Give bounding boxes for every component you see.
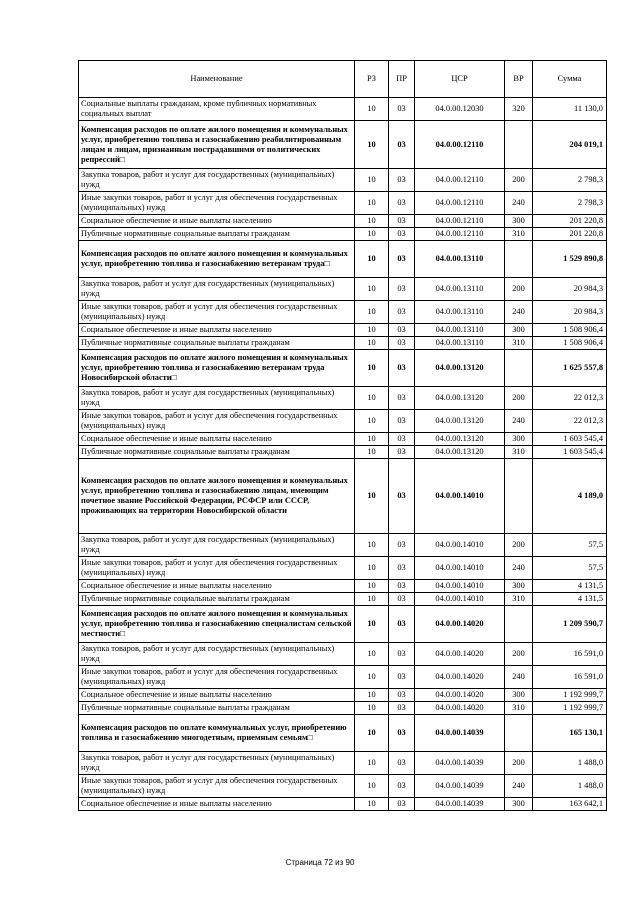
cell-vr: 200 [505, 169, 533, 192]
cell-pr: 03 [389, 606, 415, 643]
cell-pr: 03 [389, 752, 415, 775]
cell-pr: 03 [389, 410, 415, 433]
cell-rz: 10 [355, 666, 389, 689]
table-row [79, 301, 607, 324]
cell-rz: 10 [355, 387, 389, 410]
table-row [79, 557, 607, 580]
table-row [79, 169, 607, 192]
table-row [79, 98, 607, 121]
cell-name: Компенсация расходов по оплате жилого помещения и коммунальных услуг, приобретению топлива и газоснабжению реабилитированным лицам и лицам, признанным пострадавшими от политических репрессий□ [79, 121, 355, 169]
table-row [79, 278, 607, 301]
cell-rz: 10 [355, 228, 389, 241]
cell-name: Иные закупки товаров, работ и услуг для обеспечения государственных (муниципальных) нужд [79, 410, 355, 433]
cell-csr: 04.0.00.14020 [415, 666, 505, 689]
cell-rz: 10 [355, 350, 389, 387]
table-row [79, 215, 607, 228]
cell-sum: 1 603 545,4 [533, 446, 607, 459]
cell-pr: 03 [389, 215, 415, 228]
cell-csr: 04.0.00.12110 [415, 169, 505, 192]
cell-pr: 03 [389, 121, 415, 169]
cell-rz: 10 [355, 169, 389, 192]
table-row [79, 228, 607, 241]
cell-csr: 04.0.00.14039 [415, 752, 505, 775]
cell-csr: 04.0.00.13120 [415, 446, 505, 459]
cell-rz: 10 [355, 702, 389, 715]
cell-name: Социальное обеспечение и иные выплаты населению [79, 580, 355, 593]
cell-csr: 04.0.00.13120 [415, 350, 505, 387]
cell-csr: 04.0.00.13110 [415, 301, 505, 324]
cell-name: Социальное обеспечение и иные выплаты населению [79, 689, 355, 702]
header-rz: РЗ [355, 61, 389, 98]
cell-rz: 10 [355, 278, 389, 301]
cell-rz: 10 [355, 215, 389, 228]
cell-csr: 04.0.00.12030 [415, 98, 505, 121]
cell-name: Закупка товаров, работ и услуг для государственных (муниципальных) нужд [79, 278, 355, 301]
cell-pr: 03 [389, 643, 415, 666]
cell-csr: 04.0.00.14010 [415, 534, 505, 557]
cell-vr: 200 [505, 752, 533, 775]
cell-name: Компенсация расходов по оплате жилого помещения и коммунальных услуг, приобретению топлива и газоснабжению ветеранам труда Новосибирской области□ [79, 350, 355, 387]
table-row [79, 121, 607, 169]
cell-sum: 1 625 557,8 [533, 350, 607, 387]
cell-pr: 03 [389, 433, 415, 446]
cell-csr: 04.0.00.13110 [415, 324, 505, 337]
table-row [79, 580, 607, 593]
table-row [79, 459, 607, 534]
cell-sum: 4 131,5 [533, 580, 607, 593]
cell-pr: 03 [389, 241, 415, 278]
table-row [79, 775, 607, 798]
cell-pr: 03 [389, 715, 415, 752]
cell-csr: 04.0.00.12110 [415, 192, 505, 215]
cell-rz: 10 [355, 643, 389, 666]
cell-vr: 320 [505, 98, 533, 121]
cell-vr: 300 [505, 580, 533, 593]
cell-sum: 22 012,3 [533, 410, 607, 433]
table-body [79, 98, 607, 811]
cell-sum: 1 192 999,7 [533, 689, 607, 702]
cell-vr [505, 459, 533, 534]
cell-csr: 04.0.00.12110 [415, 228, 505, 241]
cell-csr: 04.0.00.14010 [415, 580, 505, 593]
table-row [79, 702, 607, 715]
cell-name: Публичные нормативные социальные выплаты гражданам [79, 702, 355, 715]
cell-sum: 16 591,0 [533, 666, 607, 689]
cell-pr: 03 [389, 446, 415, 459]
cell-rz: 10 [355, 580, 389, 593]
cell-sum: 1 508 906,4 [533, 324, 607, 337]
cell-pr: 03 [389, 557, 415, 580]
table-header-row [79, 61, 607, 98]
table-row [79, 666, 607, 689]
cell-sum: 57,5 [533, 557, 607, 580]
cell-rz: 10 [355, 301, 389, 324]
cell-rz: 10 [355, 534, 389, 557]
cell-csr: 04.0.00.12110 [415, 121, 505, 169]
cell-vr [505, 121, 533, 169]
cell-rz: 10 [355, 433, 389, 446]
cell-sum: 1 192 999,7 [533, 702, 607, 715]
cell-vr: 240 [505, 557, 533, 580]
cell-rz: 10 [355, 606, 389, 643]
cell-name: Иные закупки товаров, работ и услуг для обеспечения государственных (муниципальных) нужд [79, 666, 355, 689]
table-row [79, 241, 607, 278]
cell-name: Иные закупки товаров, работ и услуг для обеспечения государственных (муниципальных) нужд [79, 192, 355, 215]
cell-pr: 03 [389, 192, 415, 215]
cell-name: Закупка товаров, работ и услуг для государственных (муниципальных) нужд [79, 752, 355, 775]
cell-csr: 04.0.00.14039 [415, 715, 505, 752]
cell-vr: 300 [505, 215, 533, 228]
cell-vr: 310 [505, 228, 533, 241]
cell-rz: 10 [355, 593, 389, 606]
cell-vr: 300 [505, 324, 533, 337]
cell-vr: 240 [505, 410, 533, 433]
cell-pr: 03 [389, 775, 415, 798]
table-row [79, 350, 607, 387]
cell-vr: 300 [505, 798, 533, 811]
table-row [79, 387, 607, 410]
budget-table-sheet [78, 60, 606, 811]
cell-vr: 300 [505, 433, 533, 446]
header-csr: ЦСР [415, 61, 505, 98]
cell-sum: 163 642,1 [533, 798, 607, 811]
table-row [79, 337, 607, 350]
cell-name: Публичные нормативные социальные выплаты гражданам [79, 228, 355, 241]
cell-pr: 03 [389, 228, 415, 241]
cell-pr: 03 [389, 98, 415, 121]
cell-vr: 240 [505, 775, 533, 798]
cell-rz: 10 [355, 241, 389, 278]
cell-name: Публичные нормативные социальные выплаты гражданам [79, 337, 355, 350]
header-pr: ПР [389, 61, 415, 98]
table-row [79, 689, 607, 702]
cell-name: Иные закупки товаров, работ и услуг для обеспечения государственных (муниципальных) нужд [79, 775, 355, 798]
cell-rz: 10 [355, 337, 389, 350]
cell-pr: 03 [389, 350, 415, 387]
cell-name: Публичные нормативные социальные выплаты гражданам [79, 593, 355, 606]
cell-name: Закупка товаров, работ и услуг для государственных (муниципальных) нужд [79, 169, 355, 192]
cell-sum: 1 508 906,4 [533, 337, 607, 350]
header-vr: ВР [505, 61, 533, 98]
cell-name: Компенсация расходов по оплате коммунальных услуг, приобретению топлива и газоснабжению многодетным, приемным семьям□ [79, 715, 355, 752]
cell-vr [505, 350, 533, 387]
cell-sum: 20 984,3 [533, 301, 607, 324]
cell-vr: 200 [505, 387, 533, 410]
cell-sum: 4 189,0 [533, 459, 607, 534]
cell-sum: 20 984,3 [533, 278, 607, 301]
cell-name: Социальное обеспечение и иные выплаты населению [79, 324, 355, 337]
cell-rz: 10 [355, 557, 389, 580]
cell-sum: 201 220,8 [533, 215, 607, 228]
cell-csr: 04.0.00.13120 [415, 433, 505, 446]
cell-pr: 03 [389, 301, 415, 324]
cell-rz: 10 [355, 459, 389, 534]
cell-name: Закупка товаров, работ и услуг для государственных (муниципальных) нужд [79, 643, 355, 666]
cell-vr: 200 [505, 643, 533, 666]
cell-rz: 10 [355, 410, 389, 433]
cell-csr: 04.0.00.13120 [415, 410, 505, 433]
header-name: Наименование [79, 61, 355, 98]
cell-vr: 240 [505, 301, 533, 324]
cell-sum: 11 130,0 [533, 98, 607, 121]
cell-pr: 03 [389, 689, 415, 702]
cell-csr: 04.0.00.14039 [415, 775, 505, 798]
cell-pr: 03 [389, 534, 415, 557]
cell-rz: 10 [355, 689, 389, 702]
cell-vr [505, 241, 533, 278]
cell-name: Социальное обеспечение и иные выплаты населению [79, 215, 355, 228]
cell-pr: 03 [389, 169, 415, 192]
cell-name: Иные закупки товаров, работ и услуг для обеспечения государственных (муниципальных) нужд [79, 301, 355, 324]
cell-csr: 04.0.00.13110 [415, 337, 505, 350]
cell-name: Публичные нормативные социальные выплаты гражданам [79, 446, 355, 459]
cell-pr: 03 [389, 337, 415, 350]
cell-csr: 04.0.00.13110 [415, 241, 505, 278]
table-row [79, 534, 607, 557]
cell-pr: 03 [389, 666, 415, 689]
cell-csr: 04.0.00.14039 [415, 798, 505, 811]
cell-csr: 04.0.00.14020 [415, 606, 505, 643]
cell-name: Компенсация расходов по оплате жилого помещения и коммунальных услуг, приобретению топлива и газоснабжению лицам, имеющим почетное звание Российской Федерации, РСФСР или СССР, проживающих на территории Новосибирской области [79, 459, 355, 534]
cell-csr: 04.0.00.14020 [415, 702, 505, 715]
cell-sum: 2 798,3 [533, 192, 607, 215]
cell-sum: 1 488,0 [533, 775, 607, 798]
cell-csr: 04.0.00.14010 [415, 459, 505, 534]
cell-vr [505, 715, 533, 752]
cell-sum: 4 131,5 [533, 593, 607, 606]
cell-name: Социальные выплаты гражданам, кроме публичных нормативных социальных выплат [79, 98, 355, 121]
cell-vr: 240 [505, 666, 533, 689]
cell-vr [505, 606, 533, 643]
cell-name: Закупка товаров, работ и услуг для государственных (муниципальных) нужд [79, 387, 355, 410]
cell-rz: 10 [355, 715, 389, 752]
cell-name: Социальное обеспечение и иные выплаты населению [79, 798, 355, 811]
page-footer: Страница 72 из 90 [285, 858, 355, 867]
table-row [79, 593, 607, 606]
cell-pr: 03 [389, 387, 415, 410]
cell-pr: 03 [389, 278, 415, 301]
cell-csr: 04.0.00.14010 [415, 557, 505, 580]
cell-rz: 10 [355, 98, 389, 121]
table-row [79, 446, 607, 459]
cell-sum: 201 220,8 [533, 228, 607, 241]
cell-rz: 10 [355, 446, 389, 459]
table-row [79, 752, 607, 775]
cell-sum: 1 488,0 [533, 752, 607, 775]
cell-vr: 310 [505, 337, 533, 350]
cell-pr: 03 [389, 798, 415, 811]
cell-name: Социальное обеспечение и иные выплаты населению [79, 433, 355, 446]
cell-sum: 165 130,1 [533, 715, 607, 752]
cell-csr: 04.0.00.13110 [415, 278, 505, 301]
table-row [79, 798, 607, 811]
cell-name: Закупка товаров, работ и услуг для государственных (муниципальных) нужд [79, 534, 355, 557]
cell-sum: 1 529 890,8 [533, 241, 607, 278]
cell-pr: 03 [389, 459, 415, 534]
cell-name: Компенсация расходов по оплате жилого помещения и коммунальных услуг, приобретению топлива и газоснабжению специалистам сельской местности□ [79, 606, 355, 643]
cell-pr: 03 [389, 580, 415, 593]
cell-pr: 03 [389, 324, 415, 337]
cell-rz: 10 [355, 121, 389, 169]
header-sum: Сумма [533, 61, 607, 98]
cell-rz: 10 [355, 192, 389, 215]
cell-sum: 16 591,0 [533, 643, 607, 666]
cell-csr: 04.0.00.13120 [415, 387, 505, 410]
cell-csr: 04.0.00.14020 [415, 689, 505, 702]
cell-rz: 10 [355, 324, 389, 337]
table-row [79, 715, 607, 752]
cell-vr: 200 [505, 278, 533, 301]
table-row [79, 433, 607, 446]
cell-csr: 04.0.00.12110 [415, 215, 505, 228]
cell-name: Иные закупки товаров, работ и услуг для обеспечения государственных (муниципальных) нужд [79, 557, 355, 580]
cell-name: Компенсация расходов по оплате жилого помещения и коммунальных услуг, приобретению топлива и газоснабжению ветеранам труда□ [79, 241, 355, 278]
cell-vr: 310 [505, 702, 533, 715]
cell-sum: 22 012,3 [533, 387, 607, 410]
cell-rz: 10 [355, 798, 389, 811]
cell-vr: 310 [505, 593, 533, 606]
cell-rz: 10 [355, 752, 389, 775]
budget-table [78, 60, 607, 811]
cell-pr: 03 [389, 593, 415, 606]
cell-csr: 04.0.00.14020 [415, 643, 505, 666]
cell-vr: 240 [505, 192, 533, 215]
cell-sum: 204 019,1 [533, 121, 607, 169]
cell-sum: 1 209 590,7 [533, 606, 607, 643]
table-row [79, 324, 607, 337]
table-row [79, 410, 607, 433]
table-row [79, 606, 607, 643]
cell-sum: 1 603 545,4 [533, 433, 607, 446]
cell-vr: 310 [505, 446, 533, 459]
cell-sum: 57,5 [533, 534, 607, 557]
cell-pr: 03 [389, 702, 415, 715]
table-row [79, 643, 607, 666]
cell-sum: 2 798,3 [533, 169, 607, 192]
table-row [79, 192, 607, 215]
cell-vr: 200 [505, 534, 533, 557]
cell-rz: 10 [355, 775, 389, 798]
cell-csr: 04.0.00.14010 [415, 593, 505, 606]
cell-vr: 300 [505, 689, 533, 702]
